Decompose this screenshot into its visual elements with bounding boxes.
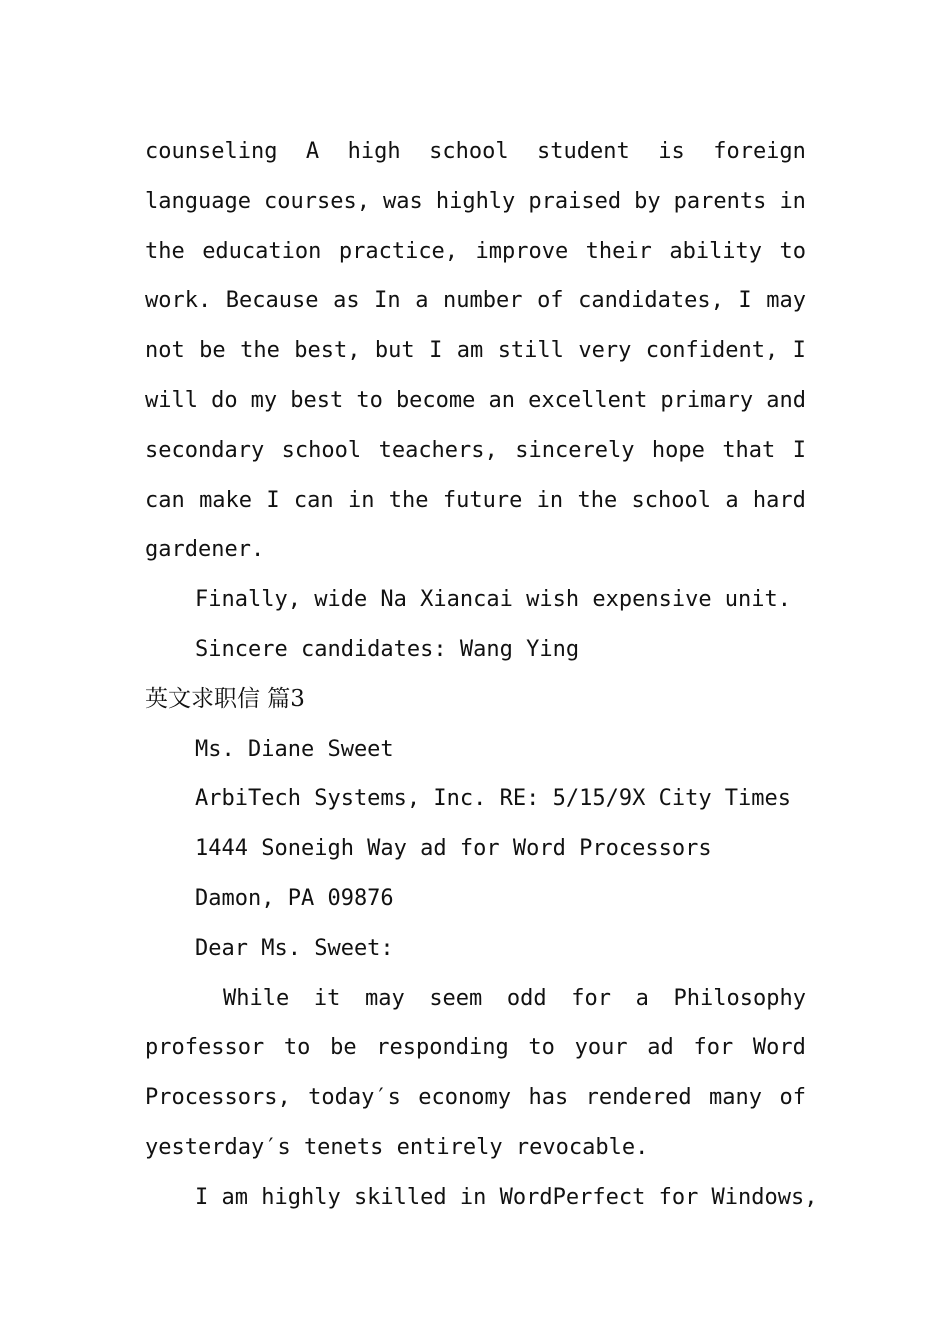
word: parents bbox=[673, 188, 767, 214]
word: make bbox=[199, 487, 253, 513]
text-line bbox=[145, 326, 806, 376]
word: odd bbox=[506, 985, 547, 1011]
word: I bbox=[738, 288, 752, 314]
word: for bbox=[693, 1035, 734, 1061]
word: in bbox=[347, 487, 375, 513]
word: hard bbox=[752, 487, 806, 513]
word: school bbox=[631, 487, 712, 513]
signature-line: Sincere candidates: Wang Ying bbox=[195, 636, 580, 662]
word: hope bbox=[651, 437, 705, 463]
word: still bbox=[497, 338, 564, 364]
word: of bbox=[779, 1085, 806, 1111]
word: foreign bbox=[713, 139, 806, 164]
word: sincerely bbox=[515, 437, 635, 463]
word: my bbox=[250, 387, 278, 413]
word: to bbox=[283, 1035, 311, 1061]
text-line bbox=[145, 376, 806, 426]
word: best, bbox=[294, 338, 361, 364]
word: the bbox=[577, 487, 618, 513]
word: excellent bbox=[528, 387, 648, 413]
word: be bbox=[330, 1035, 357, 1061]
word: not bbox=[145, 338, 185, 364]
word: economy bbox=[418, 1085, 512, 1111]
word: a bbox=[725, 487, 739, 513]
word: the bbox=[145, 238, 185, 264]
text-line bbox=[145, 227, 806, 277]
word: in bbox=[536, 487, 564, 513]
text-line bbox=[145, 974, 806, 1024]
word: am bbox=[456, 338, 484, 364]
word: has bbox=[528, 1085, 569, 1111]
word: a bbox=[635, 985, 649, 1011]
word: to bbox=[779, 238, 806, 264]
text-line: gardener. bbox=[145, 537, 265, 563]
word: practice, bbox=[338, 238, 459, 264]
word: school bbox=[429, 139, 509, 164]
closing-line: Finally, wide Na Xiancai wish expensive unit. bbox=[195, 587, 792, 613]
salutation: Dear Ms. Sweet: bbox=[195, 935, 394, 961]
word: rendered bbox=[585, 1085, 692, 1111]
word: by bbox=[634, 188, 661, 214]
word: as bbox=[333, 288, 360, 314]
word: language bbox=[145, 188, 251, 214]
word: praised bbox=[528, 188, 622, 214]
address-line: ArbiTech Systems, Inc. RE: 5/15/9X City Times bbox=[195, 786, 792, 812]
word: be bbox=[199, 338, 226, 364]
word: Processors, bbox=[145, 1085, 291, 1111]
word: to bbox=[356, 387, 383, 413]
text-line bbox=[145, 426, 806, 476]
word: candidates, bbox=[578, 288, 724, 314]
word: very bbox=[578, 338, 632, 364]
word: of bbox=[537, 288, 564, 314]
word: to bbox=[528, 1035, 555, 1061]
word: for bbox=[571, 985, 612, 1011]
word: student bbox=[537, 139, 630, 164]
word: become bbox=[395, 387, 476, 413]
text-line bbox=[145, 1073, 806, 1123]
word: confident, bbox=[645, 338, 779, 364]
word: future bbox=[442, 487, 523, 513]
word: ability bbox=[669, 238, 763, 264]
word: I bbox=[429, 338, 443, 364]
word: I bbox=[792, 338, 806, 364]
text-line bbox=[145, 1023, 806, 1073]
word: do bbox=[211, 387, 238, 413]
word: but bbox=[374, 338, 415, 364]
text-line: yesterday′s tenets entirely revocable. bbox=[145, 1134, 649, 1160]
word: Philosophy bbox=[673, 985, 806, 1011]
word: counseling bbox=[145, 139, 278, 164]
word: and bbox=[766, 387, 806, 413]
word: education bbox=[202, 238, 322, 264]
recipient-name: Ms. Diane Sweet bbox=[195, 736, 394, 762]
word: A bbox=[305, 139, 320, 164]
document-body bbox=[145, 127, 818, 1223]
word: is bbox=[658, 139, 685, 164]
text-line: I am highly skilled in WordPerfect for Windows, bbox=[195, 1184, 818, 1210]
word: today′s bbox=[308, 1085, 401, 1111]
word: courses, bbox=[264, 188, 370, 214]
word: the bbox=[240, 338, 280, 364]
word: highly bbox=[435, 188, 516, 214]
word: teachers, bbox=[378, 437, 498, 463]
word: your bbox=[574, 1035, 628, 1061]
word: an bbox=[488, 387, 516, 413]
word: may bbox=[364, 985, 405, 1011]
word: many bbox=[709, 1085, 763, 1111]
word: their bbox=[585, 238, 652, 264]
word: in bbox=[779, 188, 806, 214]
section-heading: 英文求职信 篇3 bbox=[145, 685, 305, 712]
word: ad bbox=[647, 1035, 674, 1061]
word: While bbox=[223, 985, 290, 1011]
word: professor bbox=[145, 1035, 265, 1061]
word: In bbox=[374, 288, 401, 314]
word: can bbox=[293, 487, 334, 513]
word: seem bbox=[429, 985, 483, 1011]
word: number bbox=[443, 288, 523, 314]
word: primary bbox=[660, 387, 754, 413]
word: I bbox=[266, 487, 280, 513]
address-line: 1444 Soneigh Way ad for Word Processors bbox=[195, 836, 712, 862]
word: school bbox=[281, 437, 362, 463]
word: Because bbox=[225, 288, 319, 314]
word: high bbox=[347, 139, 401, 164]
text-line bbox=[145, 177, 806, 227]
word: that bbox=[722, 437, 776, 463]
word: I bbox=[792, 437, 806, 463]
text-line bbox=[145, 476, 806, 526]
word: a bbox=[415, 288, 429, 314]
word: it bbox=[313, 985, 341, 1011]
word: work. bbox=[145, 288, 212, 314]
word: the bbox=[388, 487, 429, 513]
word: secondary bbox=[145, 437, 265, 463]
word: was bbox=[383, 188, 423, 214]
address-line: Damon, PA 09876 bbox=[195, 885, 394, 911]
text-line bbox=[145, 276, 806, 326]
word: Word bbox=[752, 1035, 806, 1061]
word: best bbox=[290, 387, 344, 413]
word: responding bbox=[376, 1035, 509, 1061]
word: improve bbox=[475, 238, 569, 264]
text-line bbox=[145, 127, 806, 177]
word: will bbox=[145, 387, 198, 413]
word: can bbox=[145, 487, 185, 513]
word: may bbox=[766, 288, 806, 314]
